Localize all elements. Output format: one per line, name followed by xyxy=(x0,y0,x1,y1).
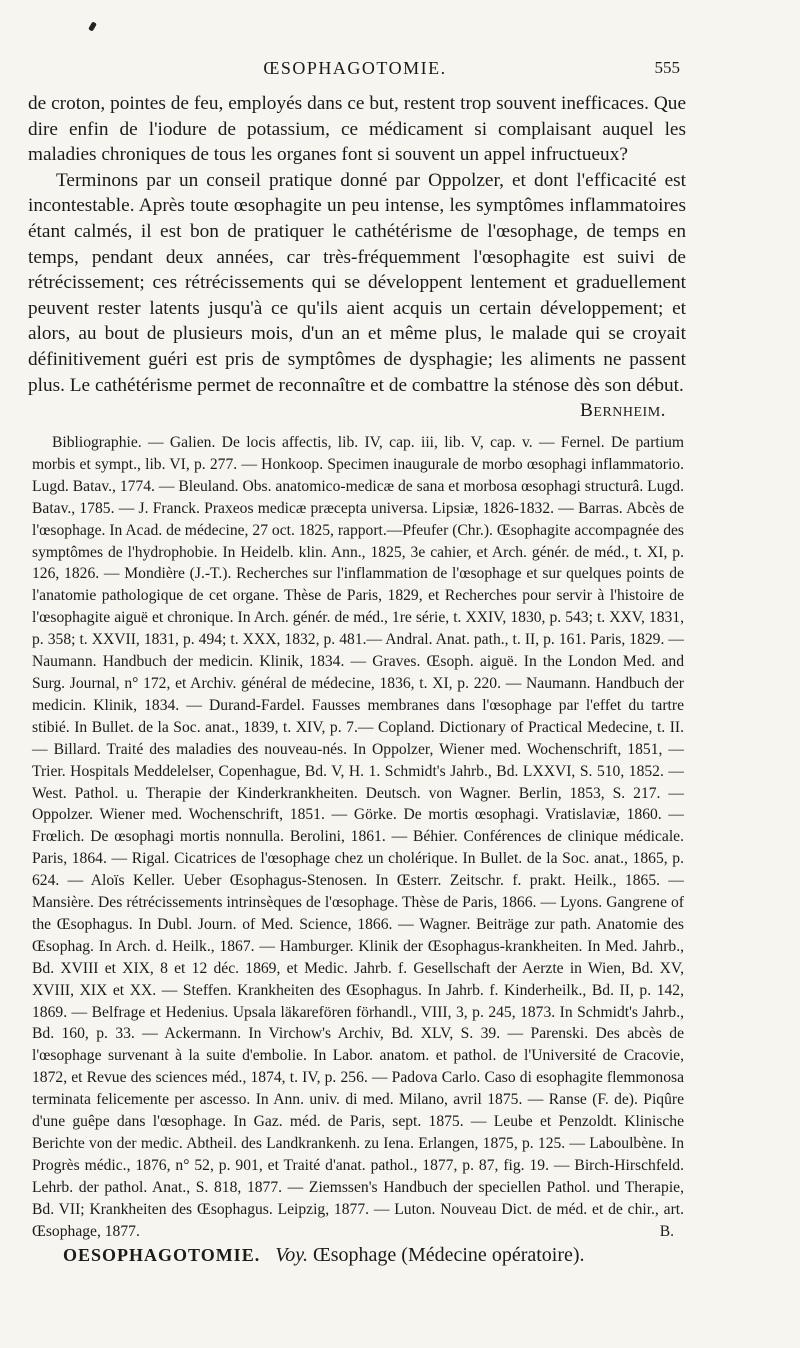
see-label: Voy. xyxy=(275,1244,308,1266)
author-signature: Bernheim. xyxy=(580,400,666,422)
running-head xyxy=(30,58,680,80)
article-paragraph-2-text: Terminons par un conseil pratique donné par Oppolzer, et dont l'efficacité est incontestable. Après toute œsophagite un peu intense, les symptômes inflammatoires étant calmés, il est bon de pratiquer le cathétérisme de l'œsophage, de temps en temps, pendant deux années, car très-fréquemment l'œsophagite est suivi de rétrécissement; ces rétrécissements qui se développent lentement et graduellement peuvent rester latents jusqu'à ce qu'ils aient acquis un certain développement; et alors, au bout de plusieurs mois, d'un an et même plus, le malade qui se croyait définitivement guéri est pris de symptômes de dysphagie; les aliments ne passent plus. Le cathétérisme permet de reconnaître et de combattre la sténose dès son début. xyxy=(28,169,686,396)
page-number: 555 xyxy=(654,58,680,77)
article-body xyxy=(28,91,686,424)
cross-reference-target[interactable]: Œsophage (Médecine opératoire). xyxy=(312,1244,585,1266)
bibliography-text: Bibliographie. — Galien. De locis affectis, lib. IV, cap. iii, lib. V, cap. v. — Fernel. De partium morbis et sympt., lib. VI, p. 277. — Honkoop. Specimen inaugurale de morbo œsophagi inflammatorio. Lugd. Batav., 1774. — Bleuland. Obs. anatomico-medicæ de sana et morbosa œsophagi structurâ. Lugd. Batav., 1785. — J. Franck. Praxeos medicæ præcepta universa. Lipsiæ, 1826-1832. — Barras. Abcès de l'œsophage. In Acad. de médecine, 27 oct. 1825, rapport.—Pfeufer (Chr.). Œsophagite accompagnée des symptômes de l'hydrophobie. In Heidelb. klin. Ann., 1825, 3e cahier, et Arch. génér. de méd., t. XI, p. 126, 1826. — Mondière (J.-T.). Recherches sur l'inflammation de l'œsophage et sur quelques points de l'anatomie pathologique de cet organe. Thèse de Paris, 1829, et Recherches pour servir à l'histoire de l'œsophagite aiguë et chronique. In Arch. génér. de méd., 1re série, t. XXIV, 1830, p. 543; t. XXV, 1831, p. 358; t. XXVII, 1831, p. 494; t. XXX, 1832, p. 481.— Andral. Anat. path., t. II, p. 161. Paris, 1829. — Naumann. Handbuch der medicin. Klinik, 1834. — Graves. Œsoph. aiguë. In the London Med. and Surg. Journal, n° 172, et Archiv. général de médecine, 1836, t. XI, p. 220. — Naumann. Handbuch der medicin. Klinik, 1834. — Durand-Fardel. Fausses membranes dans l'œsophage par l'effet du tartre stibié. In Bullet. de la Soc. anat., 1839, t. XIV, p. 7.— Copland. Dictionary of Practical Medecine, t. II. — Billard. Traité des maladies des nouveau-nés. In Oppolzer, Wiener med. Wochenschrift, 1851, — Trier. Hospitals Meddelelser, Copenhague, Bd. V, H. 1. Schmidt's Jahrb., Bd. LXXVI, S. 510, 1852. — West. Pathol. u. Therapie der Kinderkrankheiten. Deutsch. von Wagner. Berlin, 1853, S. 217. — Oppolzer. Wiener med. Wochenschrift, 1851. — Görke. De mortis œsophagi. Vratislaviæ, 1860. — Frœlich. De œsophagi mortis nonnulla. Berolini, 1861. — Béhier. Conférences de clinique médicale. Paris, 1864. — Rigal. Cicatrices de l'œsophage chez un cholérique. In Bullet. de la Soc. anat., 1865, p. 624. — Aloïs Keller. Ueber Œsophagus-Stenosen. In Œsterr. Zeitschr. f. prakt. Heilk., 1865. — Mansière. Des rétrécissements intrinsèques de l'œsophage. Thèse de Paris, 1866. — Lyons. Gangrene of the Œsophagus. In Dubl. Journ. of Med. Science, 1866. — Wagner. Beiträge zur path. Anatomie des Œsophag. In Arch. d. Heilk., 1867. — Hamburger. Klinik der Œsophagus-krankheiten. In Med. Jahrb., Bd. XVIII et XIX, 8 et 12 déc. 1869, et Medic. Jahrb. f. Gesellschaft der Aerzte in Wien, Bd. XV, XVIII, XIX et XX. — Steffen. Krankheiten des Œsophagus. In Jahrb. f. Kinderheilk., Bd. II, p. 142, 1869. — Belfrage et Hedenius. Upsala läkarefören förhandl., VIII, 3, p. 245, 1873. In Schmidt's Jahrb., Bd. 160, p. 33. — Ackermann. In Virchow's Archiv, Bd. XLV, S. 39. — Parenski. Des abcès de l'œsophage survenant à la suite d'embolie. In Labor. anatom. et pathol. de l'Université de Cracovie, 1872, et Revue des sciences méd., 1874, t. IV, p. 256. — Padova Carlo. Caso di esophagite flemmonosa terminata felicemente per ascesso. In Ann. univ. di med. Milano, avril 1875. — Ranse (F. de). Piqûre d'une guêpe dans l'œsophage. In Gaz. méd. de Paris, sept. 1875. — Leube et Penzoldt. Klinische Berichte von der medic. Abtheil. des Landkrankenh. zu Iena. Erlangen, 1875, p. 125. — Laboulbène. In Progrès médic., 1876, n° 52, p. 901, et Traité d'anat. pathol., 1877, p. 87, fig. 19. — Birch-Hirschfeld. Lehrb. der pathol. Anat., S. 818, 1877. — Ziemssen's Handbuch der speciellen Pathol. und Therapie, Bd. VII; Krankheiten des Œsophagus. Leipzig, 1877. — Luton. Nouveau Dict. de méd. et de chir., art. Œsophage, 1877. xyxy=(32,434,684,1240)
ink-speck xyxy=(88,21,97,31)
cross-reference-entry xyxy=(63,1244,585,1267)
bibliography xyxy=(32,432,684,1243)
article-paragraph-1: de croton, pointes de feu, employés dans ce but, restent trop souvent inefficaces. Que dire enfin de l'iodure de potassium, ce médicament si complaisant auquel les maladies chroniques de tous les organes font si souvent un appel infructueux? xyxy=(28,93,686,166)
article-paragraph-2 xyxy=(28,168,686,422)
entry-headword: OESOPHAGOTOMIE. xyxy=(63,1245,261,1265)
running-title: ŒSOPHAGOTOMIE. xyxy=(263,58,447,78)
bibliography-signature: B. xyxy=(659,1222,674,1240)
